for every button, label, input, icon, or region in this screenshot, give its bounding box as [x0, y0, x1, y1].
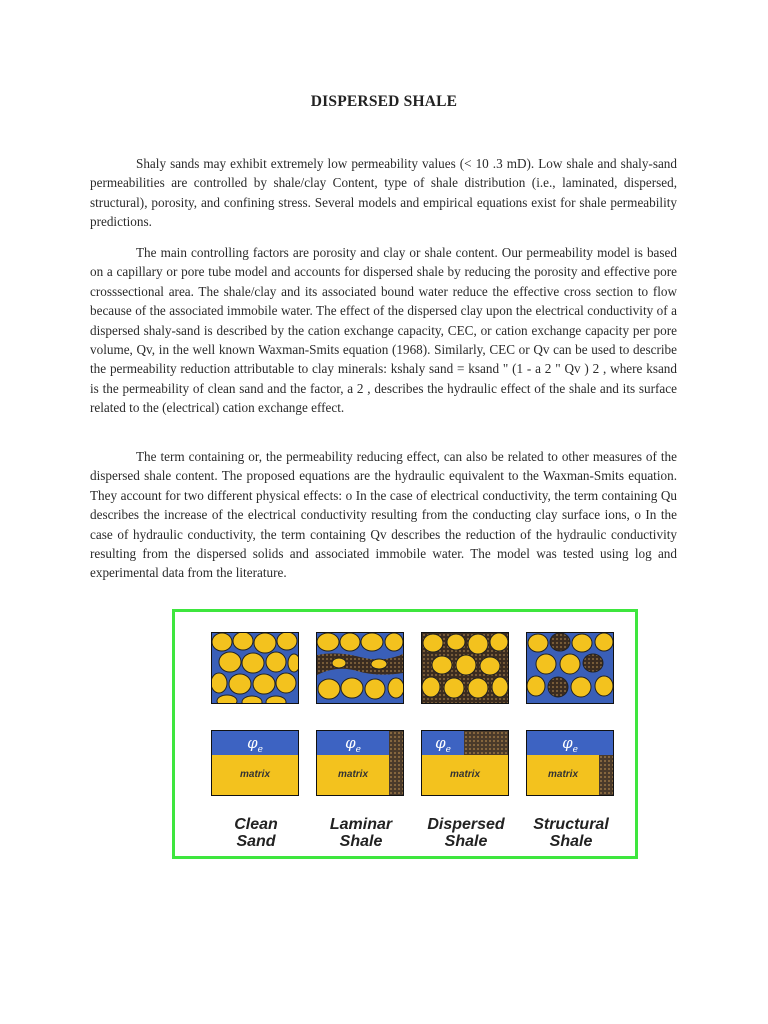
panel-structural-shale	[526, 612, 616, 856]
panel-label-structural-shale: Structural Shale	[533, 816, 609, 850]
matrix-label: matrix	[527, 755, 599, 796]
matrix-label: matrix	[212, 755, 298, 796]
panel-clean-sand	[211, 612, 301, 856]
clean-sand-grain-diagram	[211, 632, 299, 704]
structural-shale-grains	[599, 755, 614, 796]
structural-shale-block	[526, 730, 614, 796]
matrix-label: matrix	[317, 755, 389, 796]
matrix-label: matrix	[422, 755, 508, 796]
dispersed-shale-block	[421, 730, 509, 796]
effective-porosity-label: $\varphi_e$	[422, 731, 464, 755]
paragraph-3: The term containing or, the permeability reducing effect, can also be related to other measures of the dispersed shale content. The proposed equations are the hydraulic equivalent to the Waxman-Smits equation. They account for two different physical effects: o In the case of electrical conductivity, the term containing Qu describes the increase of the electrical conductivity resulting from the conducting clay surface ions, o In the case of hydraulic conductivity, the term containing Qv describes the reduction of the hydraulic conductivity resulting from the dispersed solids and associated immobile water. The model was tested using log and experimental data from the literature.	[90, 449, 677, 581]
panel-label-dispersed-shale: Dispersed Shale	[427, 816, 505, 850]
dispersed-shale-grain-diagram	[421, 632, 509, 704]
effective-porosity-label: $\varphi_e$	[317, 731, 389, 755]
paragraph-2: The main controlling factors are porosity and clay or shale content. Our permeability model is based on a capillary or pore tube model and accounts for dispersed shale by reducing the porosity and effective pore crosssectional area. The shale/clay and its associated bound water reduce the effective cross section to flow because of the associated immobile water. The effect of the dispersed clay upon the electrical conductivity of a dispersed shaly-sand is described by the cation exchange capacity, CEC, or cation exchange capacity per pore volume, Qv, in the well known Waxman-Smits equation (1968). Similarly, CEC or Qv can be used to describe the permeability reduction attributable to clay minerals: kshaly sand = ksand " (1 - a 2 " Qv ) 2 , where ksand is the permeability of clean sand and the factor, a 2 , describes the hydraulic effect of the shale and its surface related to the (electrical) cation exchange effect.	[90, 245, 677, 416]
shale-distribution-figure	[172, 609, 638, 859]
page-title: DISPERSED SHALE	[310, 93, 458, 110]
laminar-shale-block	[316, 730, 404, 796]
clean-sand-block	[211, 730, 299, 796]
laminar-shale-grain-diagram	[316, 632, 404, 704]
panel-label-clean-sand: Clean Sand	[234, 816, 278, 850]
dispersed-shale-fill	[464, 731, 509, 755]
structural-shale-grain-diagram	[526, 632, 614, 704]
effective-porosity-label: $\varphi_e$	[212, 731, 298, 755]
panel-dispersed-shale	[421, 612, 511, 856]
paragraph-1: Shaly sands may exhibit extremely low permeability values (< 10 .3 mD). Low shale and shaly-sand permeabilities are controlled by shale/clay Content, type of shale distribution (i.e., laminated, dispersed, structural), porosity, and confining stress. Several models and empirical equations exist for shale permeability predictions.	[90, 156, 677, 230]
panel-laminar-shale	[316, 612, 406, 856]
laminar-shale-layer	[389, 731, 404, 796]
panel-label-laminar-shale: Laminar Shale	[329, 816, 393, 850]
effective-porosity-label: $\varphi_e$	[527, 731, 613, 755]
